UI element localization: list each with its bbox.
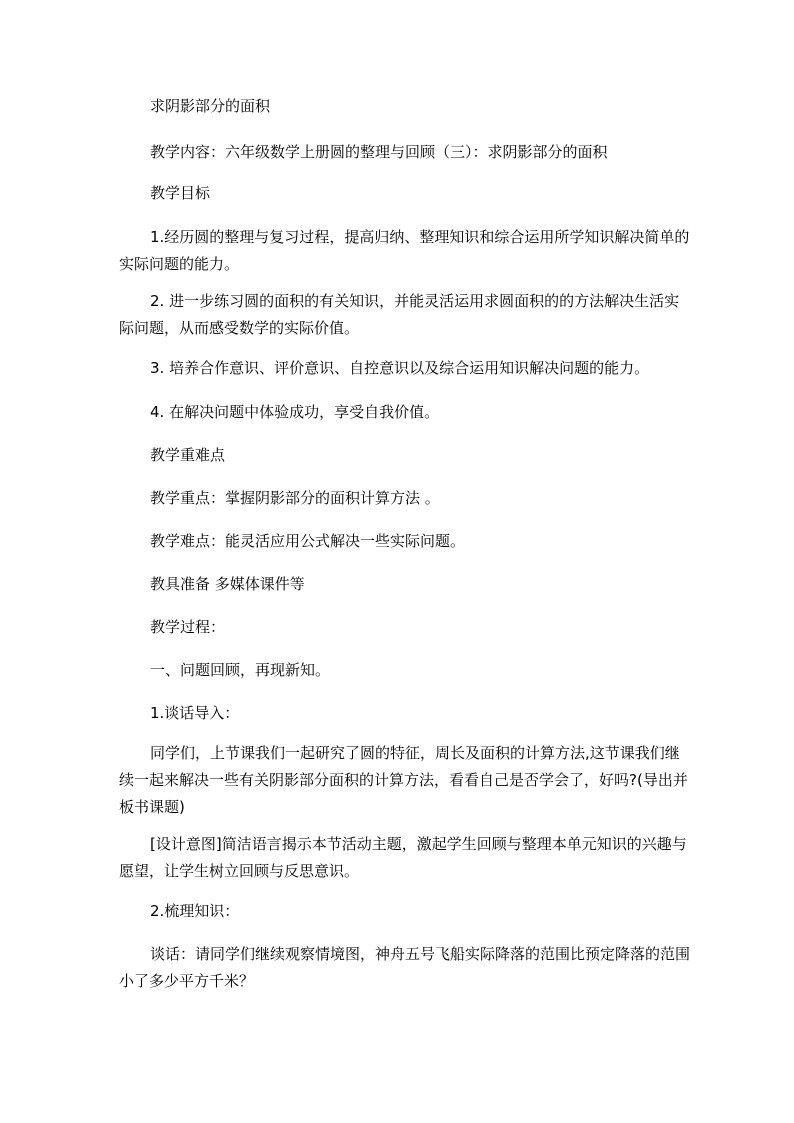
objective-item-1: 1.经历圆的整理与复习过程，提高归纳、整理知识和综合运用所学知识解决简单的实际问题的能力。 (119, 228, 690, 273)
key-points-heading: 教学重难点 (150, 446, 226, 464)
objective-item-2: 2. 进一步练习圆的面积的有关知识，并能灵活运用求圆面积的的方法解决生活实际问题，从而感受数学的实际价值。 (119, 292, 680, 337)
difficulty-text: 教学难点：能灵活应用公式解决一些实际问题。 (150, 532, 466, 550)
step1-paragraph: 同学们，上节课我们一起研究了圆的特征，周长及面积的计算方法,这节课我们继续一起来解决一些有关阴影部分面积的计算方法，看看自己是否学会了，好吗?(导出并板书课题) (119, 744, 688, 816)
section-heading-1: 一、问题回顾，再现新知。 (150, 661, 331, 679)
objective-item-4: 4. 在解决问题中体验成功，享受自我价值。 (150, 403, 440, 421)
step2-paragraph: 谈话：请同学们继续观察情境图，神舟五号飞船实际降落的范围比预定降落的范围小了多少平方千米？ (119, 945, 691, 990)
teaching-content: 教学内容：六年级数学上册圆的整理与回顾（三）：求阴影部分的面积 (150, 143, 608, 161)
objectives-heading: 教学目标 (150, 184, 211, 202)
step-heading-2: 2.梳理知识： (150, 902, 240, 920)
process-heading: 教学过程： (150, 618, 226, 636)
design-intent-paragraph: [设计意图]简洁语言揭示本节活动主题，激起学生回顾与整理本单元知识的兴趣与愿望，让学生树立回顾与反思意识。 (119, 835, 687, 880)
teaching-tools: 教具准备 多媒体课件等 (150, 575, 305, 593)
step-heading-1: 1.谈话导入： (150, 704, 240, 722)
document-title: 求阴影部分的面积 (150, 97, 271, 115)
objective-item-3: 3. 培养合作意识、评价意识、自控意识以及综合运用知识解决问题的能力。 (150, 359, 650, 377)
key-point-text: 教学重点：掌握阴影部分的面积计算方法 。 (150, 489, 440, 507)
